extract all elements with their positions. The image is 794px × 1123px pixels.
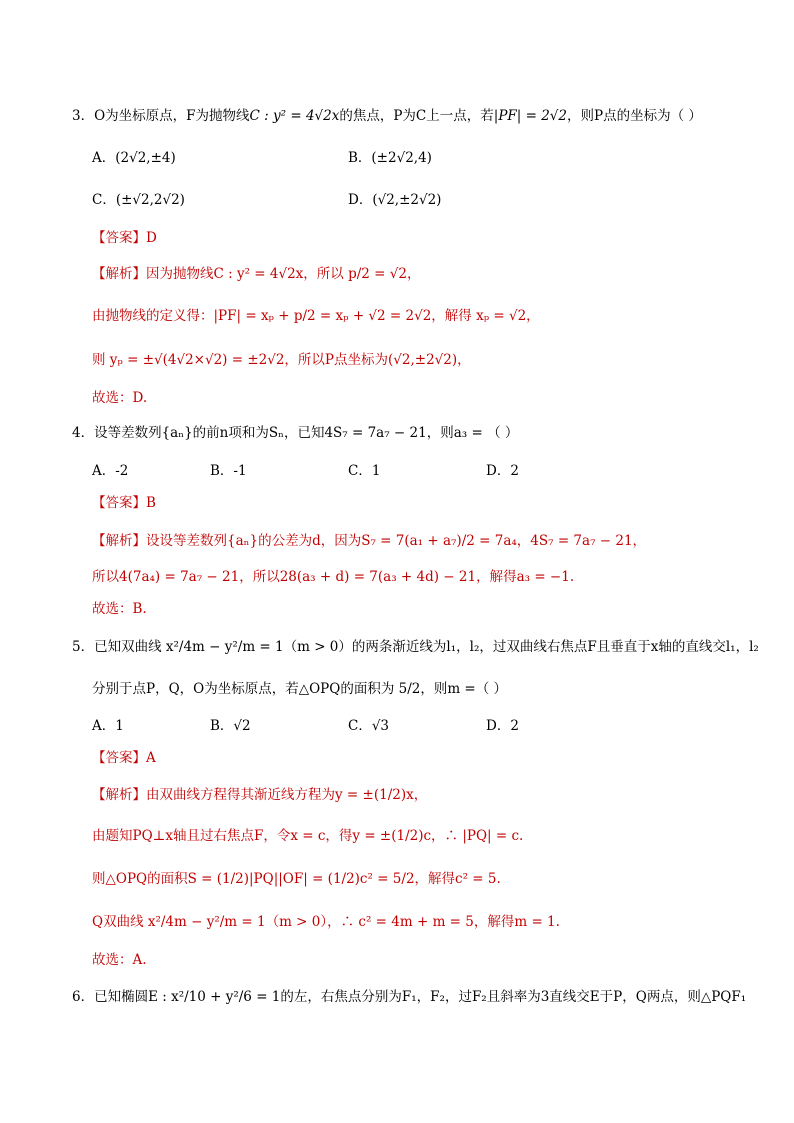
q5-analysis-line-1 [92,785,427,805]
q3-stem-e: P为C上一点，若 [393,108,494,124]
q4-option-a: A．-2 [92,463,129,479]
q5-answer: 【答案】A [92,750,156,766]
q3-option-a: A．(2√2,±4) [92,150,176,166]
q4-analysis-text-1: 设设等差数列{aₙ}的公差为d，因为S₇ = 7(a₁ + a₇)/2 = 7a₄，4S₇ = 7a₇ − 21， [146,533,647,549]
q5-number: 5． [72,639,95,655]
q3-analysis-line-1 [92,264,420,284]
q3-option-d: D．(√2,±2√2) [348,192,442,208]
q5-option-c: C．√3 [348,718,390,734]
q5-stem-line-2: 分别于点P，Q，O为坐标原点，若△OPQ的面积为 5/2，则m =（ ） [92,681,508,697]
q4-analysis-line-2: 所以4(7a₄) = 7a₇ − 21，所以28(a₃ + d) = 7(a₃ + 4d) − 21，解得a₃ = −1. [92,569,575,585]
q3-stem-b: F为抛物线 [186,108,250,124]
q5-stem-line-1 [72,637,759,657]
q5-analysis-line-3: 则△OPQ的面积S = (1/2)|PQ||OF| = (1/2)c² = 5/2，解得c² = 5. [92,871,501,887]
q5-analysis-text-1: 由双曲线方程得其渐近线方程为y = ±(1/2)x， [146,787,428,803]
q3-analysis-line-4: 故选：D. [92,390,148,406]
q3-stem-d: 的焦点， [339,108,394,124]
q6-number: 6． [72,989,95,1005]
q3-option-c: C．(±√2,2√2) [92,192,185,208]
q6-stem-text: 已知椭圆E : x²/10 + y²/6 = 1的左，右焦点分别为F₁，F₂，过F₂且斜率为3直线交E于P，Q两点，则△PQF₁ [94,989,747,1005]
q3-number: 3． [72,108,95,124]
q5-stem-text-1: 已知双曲线 x²/4m − y²/m = 1（m > 0）的两条渐近线为l₁，l₂，过双曲线右焦点F且垂直于x轴的直线交l₁，l₂ [94,639,759,655]
q5-analysis-line-4: Q双曲线 x²/4m − y²/m = 1（m > 0），∴ c² = 4m + m = 5，解得m = 1. [92,914,560,930]
q3-analysis-line-3: 则 yₚ = ±√(4√2×√2) = ±2√2，所以P点坐标为(√2,±2√2)， [92,352,471,368]
q4-option-c: C．1 [348,463,381,479]
q3-analysis-text-1: 因为抛物线C : y² = 4√2x，所以 p/2 = √2， [146,266,421,282]
q4-analysis-line-3: 故选：B. [92,601,147,617]
q5-option-a: A．1 [92,718,124,734]
q4-analysis-line-1 [92,531,646,551]
q3-stem [72,106,702,126]
q3-stem-a: O为坐标原点， [94,108,187,124]
q4-option-d: D．2 [486,463,519,479]
q3-option-b: B．(±2√2,4) [348,150,432,166]
q4-number: 4． [72,425,95,441]
q3-analysis-tag: 【解析】 [92,266,146,282]
q5-analysis-tag: 【解析】 [92,787,146,803]
q6-stem [72,987,746,1007]
q3-analysis-line-2: 由抛物线的定义得：|PF| = xₚ + p/2 = xₚ + √2 = 2√2，解得 xₚ = √2， [92,308,540,324]
q5-option-b: B．√2 [210,718,251,734]
q3-stem-f: |PF| = 2√2 [493,108,567,124]
q4-analysis-tag: 【解析】 [92,533,146,549]
q5-option-d: D．2 [486,718,519,734]
q3-stem-g: ，则P点的坐标为（ ） [567,108,702,124]
q3-answer: 【答案】D [92,230,157,246]
q4-stem [72,423,518,443]
q4-stem-text: 设等差数列{aₙ}的前n项和为Sₙ，已知4S₇ = 7a₇ − 21，则a₃ = （ ） [94,425,519,441]
q4-option-b: B．-1 [210,463,247,479]
q5-analysis-line-5: 故选：A. [92,952,147,968]
q3-stem-c: C : y² = 4√2x [249,108,340,124]
q4-answer: 【答案】B [92,495,156,511]
q5-analysis-line-2: 由题知PQ⊥x轴且过右焦点F，令x = c，得y = ±(1/2)c，∴ |PQ| = c. [92,828,524,844]
